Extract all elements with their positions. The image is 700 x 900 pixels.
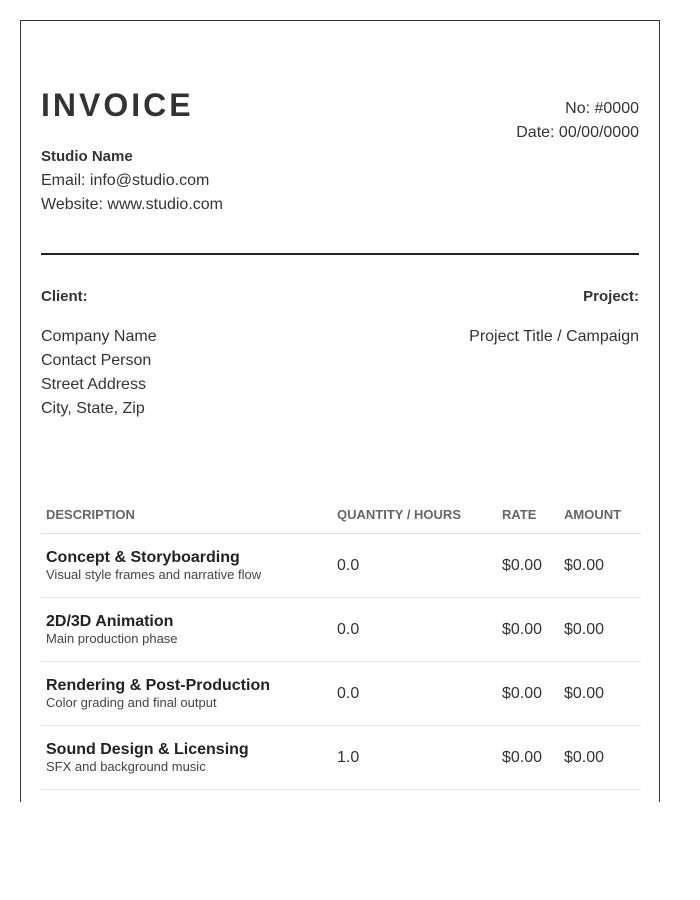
table-header-row: [41, 495, 641, 534]
studio-name: Studio Name: [41, 148, 133, 165]
invoice-number: No: #0000: [565, 100, 639, 117]
header-description: DESCRIPTION: [41, 495, 332, 534]
studio-website: Website: www.studio.com: [41, 196, 223, 213]
item-subtitle: SFX and background music: [46, 758, 206, 774]
item-subtitle: Visual style frames and narrative flow: [46, 566, 262, 582]
item-amount: $0.00: [559, 726, 641, 790]
header-amount: AMOUNT: [559, 495, 641, 534]
header-divider: [41, 253, 639, 255]
item-description: [41, 534, 332, 598]
client-company: Company Name: [41, 328, 157, 345]
item-rate: $0.00: [497, 598, 559, 662]
item-title: Rendering & Post-Production: [46, 676, 270, 694]
project-block: [469, 285, 639, 349]
client-contact: Contact Person: [41, 352, 152, 369]
item-rate: $0.00: [497, 534, 559, 598]
invoice-title: INVOICE: [41, 87, 194, 123]
item-title: 2D/3D Animation: [46, 612, 174, 630]
invoice-meta: [516, 97, 639, 145]
item-description: [41, 726, 332, 790]
line-items-table: [41, 495, 641, 790]
item-quantity: 0.0: [332, 534, 497, 598]
item-amount: $0.00: [559, 662, 641, 726]
item-rate: $0.00: [497, 726, 559, 790]
item-subtitle: Main production phase: [46, 630, 178, 646]
client-label: Client:: [41, 288, 88, 305]
client-city: City, State, Zip: [41, 400, 145, 417]
item-quantity: 1.0: [332, 726, 497, 790]
item-description: [41, 598, 332, 662]
project-label: Project:: [583, 288, 639, 305]
table-row: [41, 726, 641, 790]
item-title: Concept & Storyboarding: [46, 548, 240, 566]
item-rate: $0.00: [497, 662, 559, 726]
table-row: [41, 534, 641, 598]
item-subtitle: Color grading and final output: [46, 694, 217, 710]
item-title: Sound Design & Licensing: [46, 740, 249, 758]
table-row: [41, 598, 641, 662]
header-quantity: QUANTITY / HOURS: [332, 495, 497, 534]
item-description: [41, 662, 332, 726]
table-row: [41, 662, 641, 726]
item-quantity: 0.0: [332, 598, 497, 662]
studio-email: Email: info@studio.com: [41, 172, 210, 189]
header-rate: RATE: [497, 495, 559, 534]
client-block: [41, 285, 157, 421]
project-title: Project Title / Campaign: [469, 328, 639, 345]
item-amount: $0.00: [559, 534, 641, 598]
invoice-date: Date: 00/00/0000: [516, 124, 639, 141]
client-street: Street Address: [41, 376, 146, 393]
item-amount: $0.00: [559, 598, 641, 662]
item-quantity: 0.0: [332, 662, 497, 726]
studio-info: [41, 145, 223, 217]
invoice-sheet: [20, 20, 660, 802]
